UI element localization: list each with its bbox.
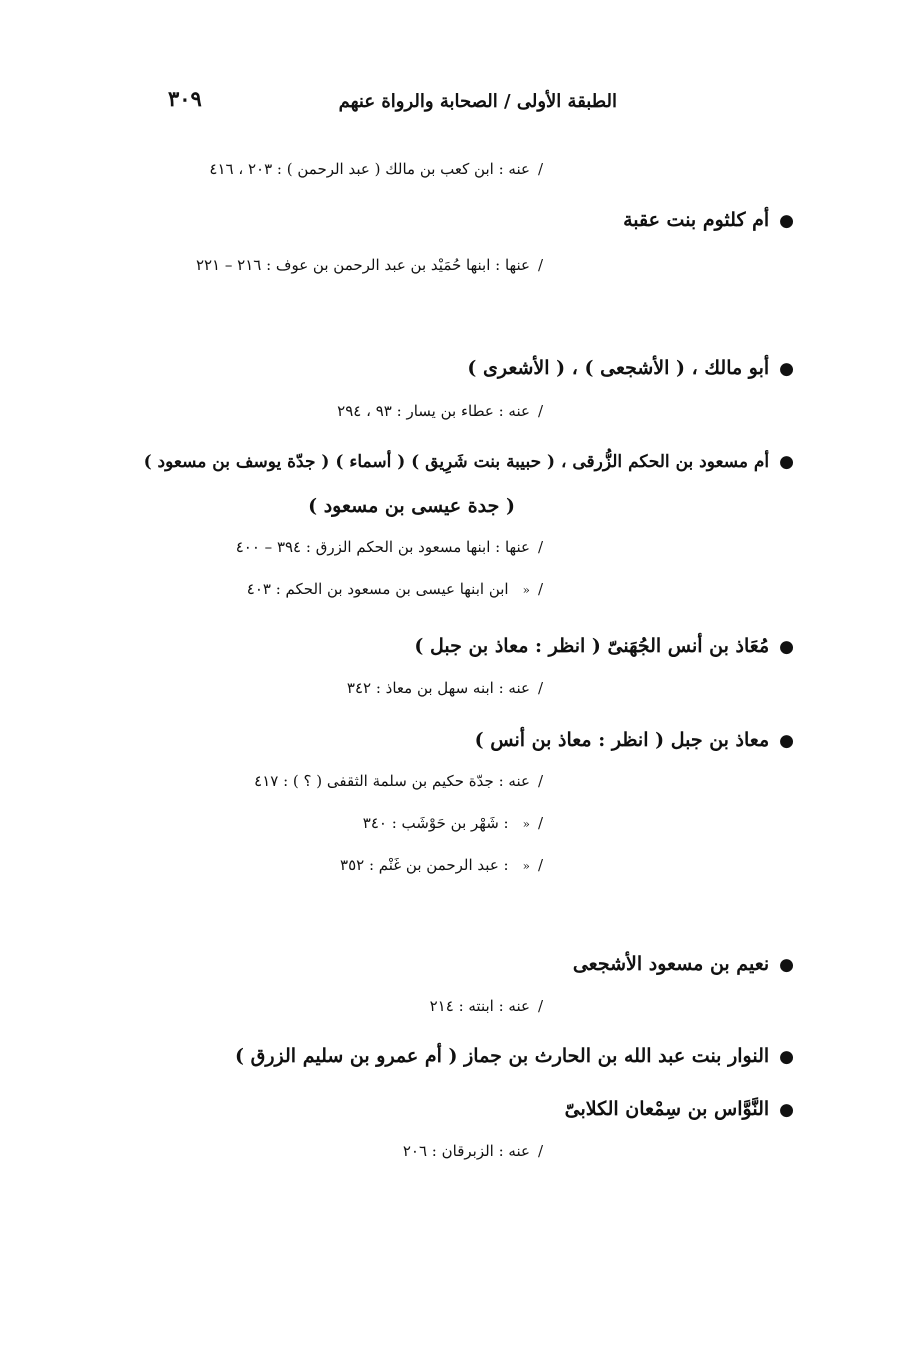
companion-entry <box>475 729 794 751</box>
narrator-line <box>209 160 543 178</box>
slash-mark: / <box>537 997 543 1015</box>
slash-mark: / <box>537 402 543 420</box>
companion-entry <box>467 357 794 379</box>
page-number: ٣٠٩ <box>168 86 202 111</box>
companion-entry <box>565 1098 794 1120</box>
narrator-text: عنه : الزبرقان : ٢٠٦ <box>402 1142 530 1160</box>
bullet-icon: ● <box>779 955 794 975</box>
entry-name: النوار بنت عبد الله بن الحارث بن جماز ( أم عمرو بن سليم الزرق ) <box>235 1045 770 1067</box>
narrator-line <box>340 856 543 874</box>
bullet-icon: ● <box>779 637 794 657</box>
narrator-text: عنها : ابنها مسعود بن الحكم الزرق : ٣٩٤ – ٤٠٠ <box>235 538 530 556</box>
narrator-line <box>247 580 543 598</box>
narrator-line <box>196 256 543 274</box>
entry-name: مُعَاذ بن أنس الجُهَنىّ ( انظر : معاذ بن جبل ) <box>414 635 770 657</box>
slash-mark: / <box>537 580 543 598</box>
running-title: الطبقة الأولى / الصحابة والرواة عنهم <box>338 91 617 112</box>
companion-entry <box>414 635 794 657</box>
entry-name: أم كلثوم بنت عقبة <box>623 209 770 231</box>
narrator-text: : عبد الرحمن بن غَنْم : ٣٥٢ <box>340 856 509 874</box>
narrator-text: ابن ابنها عيسى بن مسعود بن الحكم : ٤٠٣ <box>246 580 509 598</box>
slash-mark: / <box>537 856 543 874</box>
narrator-text: عنه : ابنته : ٢١٤ <box>429 997 530 1015</box>
slash-mark: / <box>537 814 543 832</box>
entry-continuation: ( جدة عيسى بن مسعود ) <box>308 495 515 517</box>
narrator-line <box>254 772 543 790</box>
slash-mark: / <box>537 772 543 790</box>
narrator-line <box>403 1142 543 1160</box>
entry-name: أم مسعود بن الحكم الزُّرقى ، ( حبيبة بنت شَرِيق ) ( أسماء ) ( جدّة يوسف بن مسعود ) <box>143 452 770 472</box>
bullet-icon: ● <box>779 1100 794 1120</box>
ditto-mark: « <box>522 859 530 873</box>
narrator-line <box>347 679 543 697</box>
companion-entry <box>623 209 794 231</box>
entry-name: نعيم بن مسعود الأشجعى <box>572 953 770 975</box>
ditto-mark: « <box>522 583 530 597</box>
narrator-text: عنه : عطاء بن يسار : ٩٣ ، ٢٩٤ <box>337 402 530 420</box>
narrator-line <box>236 538 543 556</box>
entry-name: النَّوَّاس بن سِمْعان الكلابىّ <box>564 1098 770 1120</box>
companion-entry <box>235 1045 794 1067</box>
bullet-icon: ● <box>779 731 794 751</box>
ditto-mark: « <box>522 817 530 831</box>
companion-entry <box>573 953 794 975</box>
companion-entry <box>144 452 794 472</box>
slash-mark: / <box>537 1142 543 1160</box>
narrator-text: عنه : جدّة حكيم بن سلمة الثقفى ( ؟ ) : ٤١٧ <box>254 772 530 790</box>
narrator-text: : شَهْر بن حَوْشَب : ٣٤٠ <box>362 814 509 832</box>
slash-mark: / <box>537 679 543 697</box>
narrator-text: عنه : ابنه سهل بن معاذ : ٣٤٢ <box>346 679 530 697</box>
entry-name: أبو مالك ، ( الأشجعى ) ، ( الأشعرى ) <box>467 357 770 379</box>
bullet-icon: ● <box>779 211 794 231</box>
narrator-text: عنه : ابن كعب بن مالك ( عبد الرحمن ) : ٢٠٣ ، ٤١٦ <box>209 160 530 178</box>
slash-mark: / <box>537 160 543 178</box>
bullet-icon: ● <box>779 1047 794 1067</box>
narrator-line <box>430 997 543 1015</box>
bullet-icon: ● <box>779 359 794 379</box>
narrator-text: عنها : ابنها حُمَيْد بن عبد الرحمن بن عوف : ٢١٦ – ٢٢١ <box>195 256 530 274</box>
narrator-line <box>337 402 543 420</box>
slash-mark: / <box>537 256 543 274</box>
narrator-line <box>363 814 543 832</box>
slash-mark: / <box>537 538 543 556</box>
bullet-icon: ● <box>779 452 794 472</box>
entry-name: معاذ بن جبل ( انظر : معاذ بن أنس ) <box>474 729 770 751</box>
